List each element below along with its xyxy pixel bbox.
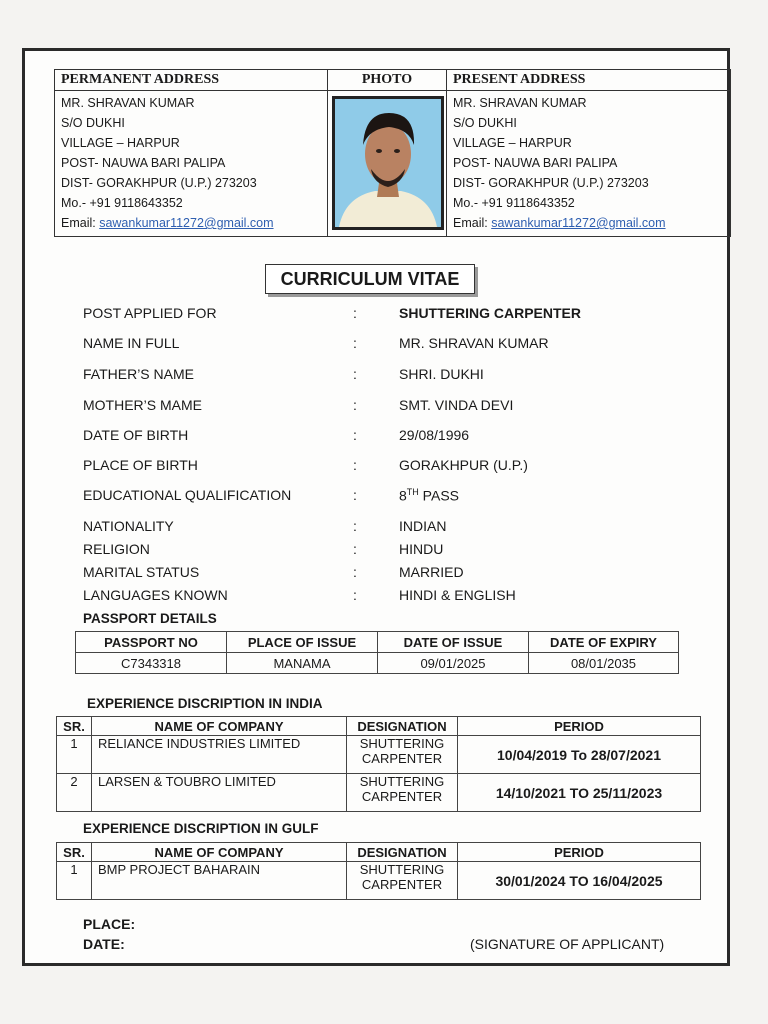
signature-label: (SIGNATURE OF APPLICANT) <box>470 936 665 952</box>
father-label: FATHER’S NAME <box>83 366 194 382</box>
period-cell: 10/04/2019 To 28/07/2021 <box>458 736 701 774</box>
present-address-title: PRESENT ADDRESS <box>447 70 730 91</box>
gulf-experience-table <box>56 842 701 900</box>
passport-table <box>75 631 679 674</box>
period-cell: 30/01/2024 TO 16/04/2025 <box>458 862 701 900</box>
passport-no-value: C7343318 <box>76 653 227 674</box>
religion-value: HINDU <box>399 541 444 557</box>
period-cell: 14/10/2021 TO 25/11/2023 <box>458 774 701 812</box>
pob-value: GORAKHPUR (U.P.) <box>399 457 528 473</box>
designation-header: DESIGNATION <box>347 843 458 862</box>
date-of-expiry-value: 08/01/2035 <box>529 653 679 674</box>
sr-cell: 1 <box>57 736 92 774</box>
date-of-expiry-header: DATE OF EXPIRY <box>529 632 679 653</box>
nationality-value: INDIAN <box>399 518 447 534</box>
email-label: Email: <box>453 216 492 230</box>
table-row <box>57 774 701 812</box>
company-header: NAME OF COMPANY <box>92 843 347 862</box>
designation-cell <box>347 862 458 900</box>
colon: : <box>353 427 357 443</box>
designation-header: DESIGNATION <box>347 717 458 736</box>
present-line-name: MR. SHRAVAN KUMAR <box>453 96 587 110</box>
designation-line-2: CARPENTER <box>361 877 443 892</box>
period-header: PERIOD <box>458 717 701 736</box>
designation-line-2: CARPENTER <box>361 789 443 804</box>
sr-cell: 2 <box>57 774 92 812</box>
sr-header: SR. <box>57 717 92 736</box>
permanent-address-cell <box>55 70 328 236</box>
permanent-line-email <box>55 213 327 233</box>
religion-label: RELIGION <box>83 541 150 557</box>
designation-cell <box>347 736 458 774</box>
colon: : <box>353 564 357 580</box>
languages-value: HINDI & ENGLISH <box>399 587 516 603</box>
present-line-mobile: Mo.- +91 9118643352 <box>453 196 575 210</box>
india-header-row <box>57 717 701 736</box>
present-address-cell <box>447 70 730 236</box>
cv-title: CURRICULUM VITAE <box>265 264 475 294</box>
period-header: PERIOD <box>458 843 701 862</box>
passport-value-row <box>76 653 679 674</box>
permanent-address-title: PERMANENT ADDRESS <box>55 70 327 91</box>
designation-cell <box>347 774 458 812</box>
date-label: DATE: <box>83 936 125 952</box>
designation-line-1: SHUTTERING <box>359 736 445 751</box>
colon: : <box>353 335 357 351</box>
dob-value: 29/08/1996 <box>399 427 470 443</box>
marital-value: MARRIED <box>399 564 464 580</box>
address-table <box>54 69 731 237</box>
present-line-village: VILLAGE – HARPUR <box>453 136 572 150</box>
gulf-experience-title: EXPERIENCE DISCRIPTION IN GULF <box>83 821 319 836</box>
email-label: Email: <box>61 216 100 230</box>
post-label: POST APPLIED FOR <box>83 305 217 321</box>
india-experience-title: EXPERIENCE DISCRIPTION IN INDIA <box>87 696 323 711</box>
passport-section-title: PASSPORT DETAILS <box>83 611 217 626</box>
company-cell: RELIANCE INDUSTRIES LIMITED <box>92 736 347 774</box>
designation-line-1: SHUTTERING <box>359 774 445 789</box>
colon: : <box>353 518 357 534</box>
education-grade: 8 <box>399 487 407 504</box>
pob-label: PLACE OF BIRTH <box>83 457 198 473</box>
present-email-link[interactable]: sawankumar11272@gmail.com <box>491 216 666 230</box>
colon: : <box>353 305 357 321</box>
designation-line-2: CARPENTER <box>361 751 443 766</box>
languages-label: LANGUAGES KNOWN <box>83 587 228 603</box>
passport-header-row <box>76 632 679 653</box>
name-value: MR. SHRAVAN KUMAR <box>399 335 549 351</box>
company-header: NAME OF COMPANY <box>92 717 347 736</box>
colon: : <box>353 587 357 603</box>
dob-label: DATE OF BIRTH <box>83 427 189 443</box>
place-label: PLACE: <box>83 916 136 932</box>
table-row <box>57 862 701 900</box>
cv-sheet <box>22 48 730 966</box>
present-line-relation: S/O DUKHI <box>453 116 517 130</box>
designation-line-1: SHUTTERING <box>359 862 445 877</box>
photo-cell <box>328 70 447 236</box>
present-line-district: DIST- GORAKHPUR (U.P.) 273203 <box>453 176 649 190</box>
permanent-line-name: MR. SHRAVAN KUMAR <box>61 96 195 110</box>
company-cell: LARSEN & TOUBRO LIMITED <box>92 774 347 812</box>
present-line-post: POST- NAUWA BARI PALIPA <box>453 156 618 170</box>
passport-no-header: PASSPORT NO <box>76 632 227 653</box>
table-row <box>57 736 701 774</box>
permanent-email-link[interactable]: sawankumar11272@gmail.com <box>99 216 274 230</box>
place-of-issue-value: MANAMA <box>227 653 378 674</box>
company-cell: BMP PROJECT BAHARAIN <box>92 862 347 900</box>
education-label: EDUCATIONAL QUALIFICATION <box>83 487 292 503</box>
marital-label: MARITAL STATUS <box>83 564 200 580</box>
father-value: SHRI. DUKHI <box>399 366 484 382</box>
colon: : <box>353 366 357 382</box>
permanent-line-village: VILLAGE – HARPUR <box>61 136 180 150</box>
nationality-label: NATIONALITY <box>83 518 174 534</box>
permanent-line-mobile: Mo.- +91 9118643352 <box>61 196 183 210</box>
india-experience-table <box>56 716 701 812</box>
education-pass: PASS <box>418 487 459 504</box>
permanent-line-district: DIST- GORAKHPUR (U.P.) 273203 <box>61 176 257 190</box>
permanent-line-post: POST- NAUWA BARI PALIPA <box>61 156 226 170</box>
present-line-email <box>447 213 730 233</box>
permanent-line-relation: S/O DUKHI <box>61 116 125 130</box>
colon: : <box>353 487 357 503</box>
name-label: NAME IN FULL <box>83 335 180 351</box>
education-suffix: TH <box>406 487 419 497</box>
portrait-illustration <box>335 99 441 227</box>
sr-cell: 1 <box>57 862 92 900</box>
post-value: SHUTTERING CARPENTER <box>399 305 582 321</box>
place-of-issue-header: PLACE OF ISSUE <box>227 632 378 653</box>
date-of-issue-value: 09/01/2025 <box>378 653 529 674</box>
date-of-issue-header: DATE OF ISSUE <box>378 632 529 653</box>
colon: : <box>353 457 357 473</box>
applicant-photo <box>332 96 444 230</box>
mother-value: SMT. VINDA DEVI <box>399 397 514 413</box>
photo-title: PHOTO <box>328 70 446 91</box>
colon: : <box>353 541 357 557</box>
colon: : <box>353 397 357 413</box>
sr-header: SR. <box>57 843 92 862</box>
gulf-header-row <box>57 843 701 862</box>
education-value <box>399 487 459 504</box>
mother-label: MOTHER’S MAME <box>83 397 202 413</box>
